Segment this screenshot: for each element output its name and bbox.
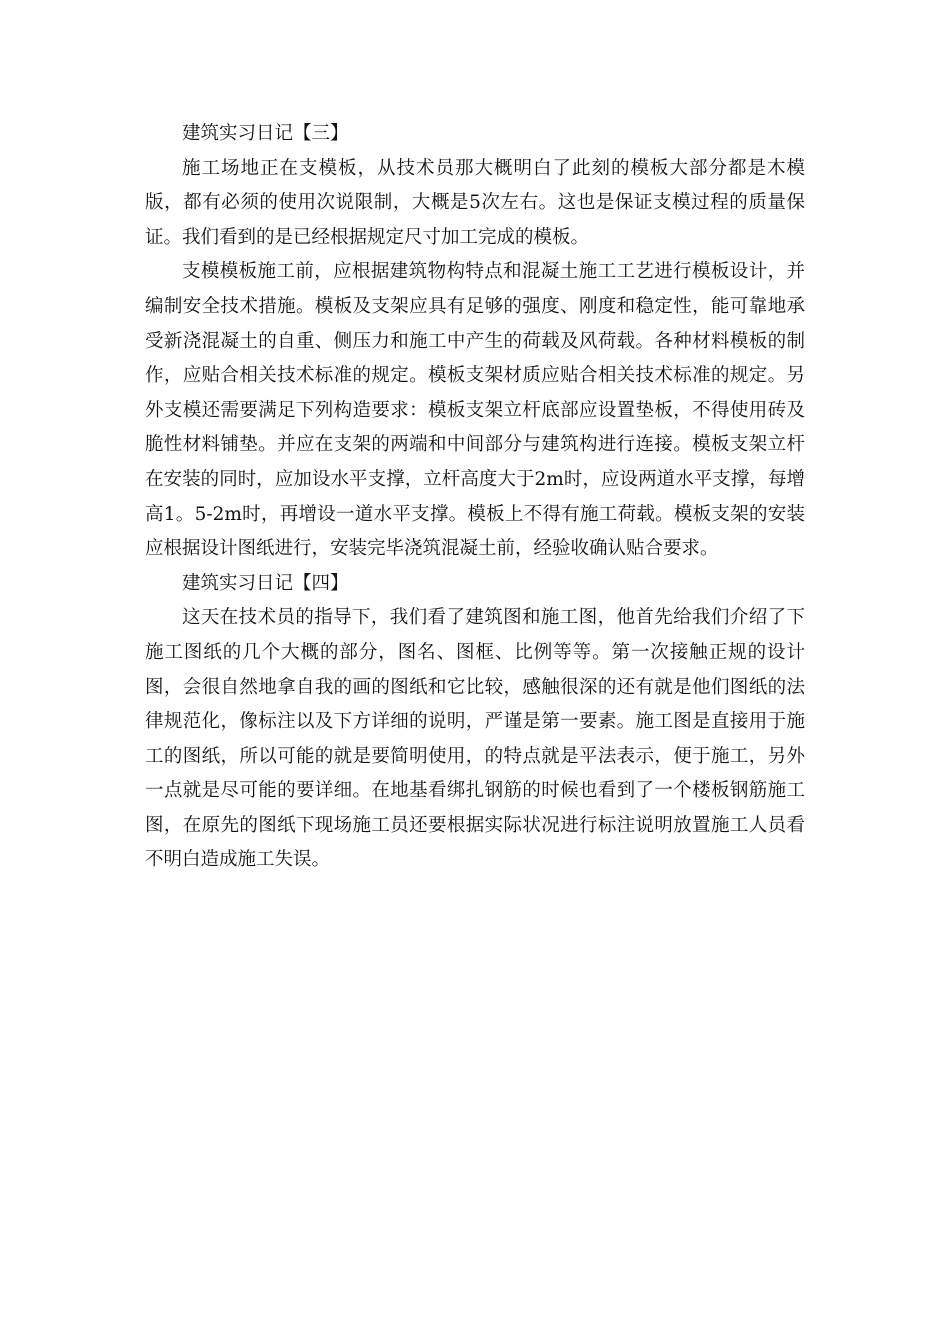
paragraph-4-1: 这天在技术员的指导下，我们看了建筑图和施工图，他首先给我们介绍了下施工图纸的几个大概的部分，图名、图框、比例等等。第一次接触正规的设计图，会很自然地拿自我的画的图纸和它比较，感触很深的还有就是他们图纸的法律规范化，像标注以及下方详细的说明，严谨是第一要素。施工图是直接用于施工的图纸，所以可能的就是要简明使用，的特点就是平法表示，便于施工，另外一点就是尽可能的要详细。在地基看绑扎钢筋的时候也看到了一个楼板钢筋施工图，在原先的图纸下现场施工员还要根据实际状况进行标注说明放置施工人员看不明白造成施工失误。 bbox=[145, 607, 805, 871]
document-body bbox=[145, 117, 805, 878]
paragraph-3-1: 施工场地正在支模板，从技术员那大概明白了此刻的模板大部分都是木模版，都有必须的使用次说限制，大概是5次左右。这也是保证支模过程的质量保证。我们看到的是已经根据规定尺寸加工完成的模板。 bbox=[145, 157, 805, 248]
paragraph-3-2: 支模模板施工前，应根据建筑物构特点和混凝土施工工艺进行模板设计，并编制安全技术措施。模板及支架应具有足够的强度、刚度和稳定性，能可靠地承受新浇混凝土的自重、侧压力和施工中产生的荷载及风荷载。各种材料模板的制作，应贴合相关技术标准的规定。模板支架材质应贴合相关技术标准的规定。另外支模还需要满足下列构造要求：模板支架立杆底部应设置垫板，不得使用砖及脆性材料铺垫。并应在支架的两端和中间部分与建筑构进行连接。模板支架立杆在安装的同时，应加设水平支撑，立杆高度大于2m时，应设两道水平支撑，每增高1。5-2m时，再增设一道水平支撑。模板上不得有施工荷载。模板支架的安装应根据设计图纸进行，安装完毕浇筑混凝土前，经验收确认贴合要求。 bbox=[145, 261, 805, 560]
section-heading-3: 建筑实习日记【三】 bbox=[182, 123, 349, 144]
section-heading-4: 建筑实习日记【四】 bbox=[182, 572, 349, 594]
